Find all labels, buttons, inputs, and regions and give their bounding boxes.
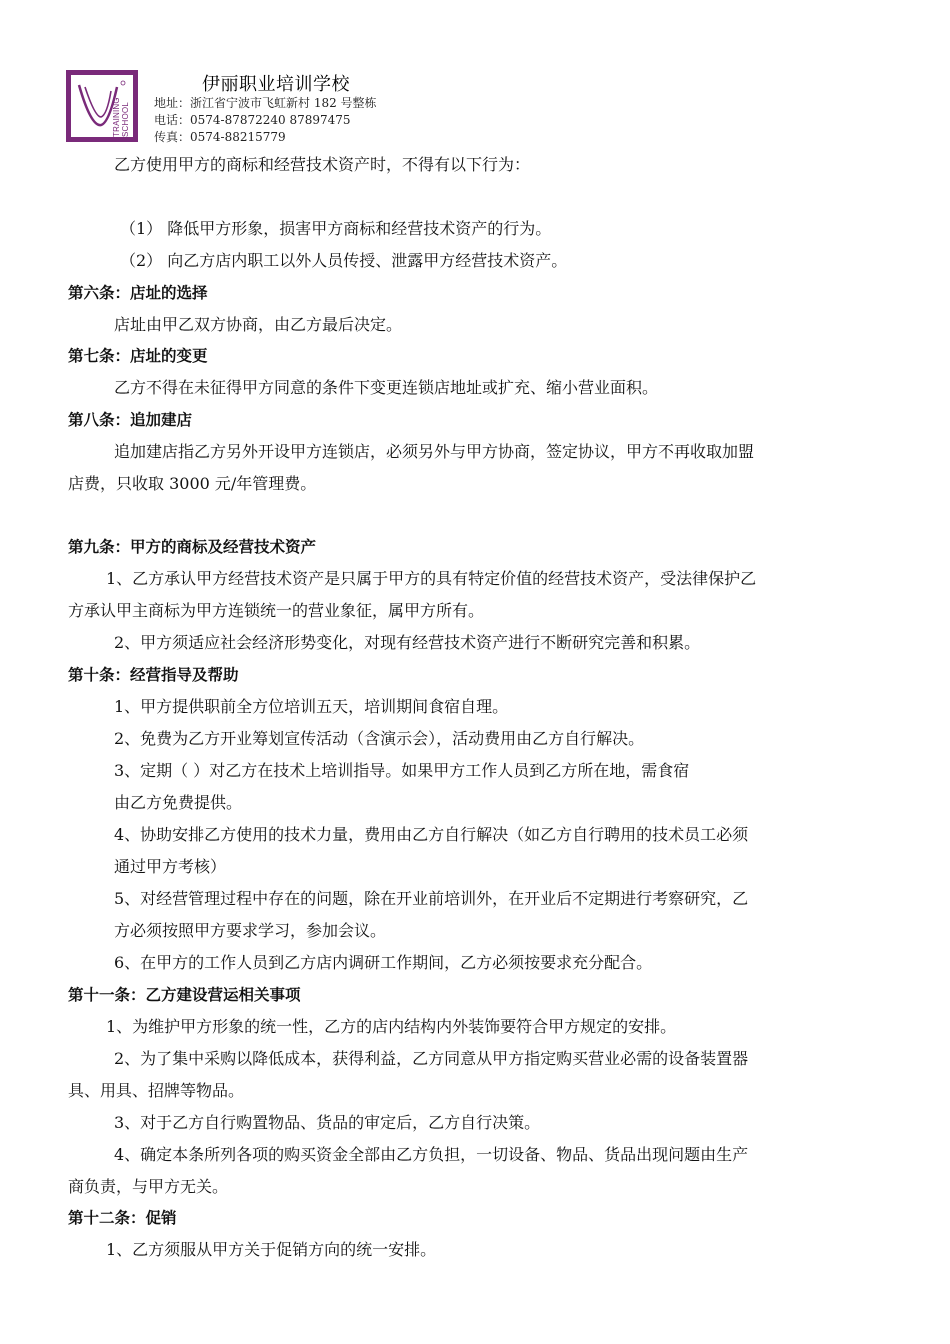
school-name: 伊丽职业培训学校 (202, 74, 350, 95)
section-heading: 第七条：店址的变更 (68, 347, 208, 365)
paragraph-line: 店费，只收取 3000 元/年管理费。 (68, 474, 317, 493)
paragraph-line: （1） 降低甲方形象，损害甲方商标和经营技术资产的行为。 (120, 219, 552, 238)
section-heading: 第九条：甲方的商标及经营技术资产 (68, 538, 317, 556)
paragraph-line: 商负责，与甲方无关。 (68, 1177, 229, 1196)
section-heading: 第十一条：乙方建设营运相关事项 (68, 986, 301, 1004)
paragraph-line: 具、用具、招牌等物品。 (68, 1081, 245, 1100)
paragraph-line: 3、对于乙方自行购置物品、货品的审定后，乙方自行决策。 (114, 1113, 541, 1132)
logo-text: TRAINING SCHOOL (112, 97, 130, 137)
paragraph-line: 乙方不得在未征得甲方同意的条件下变更连锁店地址或扩充、缩小营业面积。 (114, 378, 659, 397)
paragraph-line: 追加建店指乙方另外开设甲方连锁店，必须另外与甲方协商，签定协议，甲方不再收取加盟 (114, 442, 755, 461)
paragraph-line: 1、甲方提供职前全方位培训五天，培训期间食宿自理。 (114, 697, 509, 716)
letterhead (66, 70, 566, 146)
section-heading: 第八条：追加建店 (68, 411, 193, 429)
paragraph-line: 1、为维护甲方形象的统一性，乙方的店内结构内外装饰要符合甲方规定的安排。 (106, 1017, 677, 1036)
paragraph-line: 店址由甲乙双方协商，由乙方最后决定。 (114, 315, 403, 334)
school-logo (66, 70, 138, 142)
paragraph-line: 2、为了集中采购以降低成本，获得利益，乙方同意从甲方指定购买营业必需的设备装置器 (114, 1049, 749, 1068)
paragraph-line: 4、协助安排乙方使用的技术力量，费用由乙方自行解决（如乙方自行聘用的技术员工必须 (114, 825, 749, 844)
address: 地址：浙江省宁波市飞虹新村 182 号整栋 (154, 96, 377, 110)
paragraph-line: 5、对经营管理过程中存在的问题，除在开业前培训外，在开业后不定期进行考察研究，乙 (114, 889, 749, 908)
phone: 电话：0574-87872240 87897475 (154, 113, 351, 127)
fax: 传真：0574-88215779 (154, 130, 286, 144)
paragraph-line: 方承认甲主商标为甲方连锁统一的营业象征，属甲方所有。 (68, 601, 485, 620)
paragraph-line: 通过甲方考核） (114, 857, 227, 876)
section-heading: 第十二条：促销 (68, 1209, 177, 1227)
paragraph-line: （2） 向乙方店内职工以外人员传授、泄露甲方经营技术资产。 (120, 251, 568, 270)
paragraph-line: 由乙方免费提供。 (114, 793, 243, 812)
paragraph-line: 3、定期（ ）对乙方在技术上培训指导。如果甲方工作人员到乙方所在地，需食宿 (114, 761, 690, 780)
paragraph-line: 方必须按照甲方要求学习，参加会议。 (114, 921, 387, 940)
section-heading: 第六条：店址的选择 (68, 284, 208, 302)
paragraph-line: 1、乙方须服从甲方关于促销方向的统一安排。 (106, 1240, 437, 1259)
paragraph-line: 6、在甲方的工作人员到乙方店内调研工作期间，乙方必须按要求充分配合。 (114, 953, 653, 972)
paragraph-line: 2、免费为乙方开业筹划宣传活动（含演示会），活动费用由乙方自行解决。 (114, 729, 645, 748)
section-heading: 第十条：经营指导及帮助 (68, 666, 239, 684)
paragraph-line: 1、乙方承认甲方经营技术资产是只属于甲方的具有特定价值的经营技术资产，受法律保护乙 (106, 569, 757, 588)
paragraph-line: 2、甲方须适应社会经济形势变化，对现有经营技术资产进行不断研究完善和积累。 (114, 633, 701, 652)
paragraph-line: 4、确定本条所列各项的购买资金全部由乙方负担，一切设备、物品、货品出现问题由生产 (114, 1145, 749, 1164)
paragraph-line: 乙方使用甲方的商标和经营技术资产时，不得有以下行为： (114, 155, 531, 174)
